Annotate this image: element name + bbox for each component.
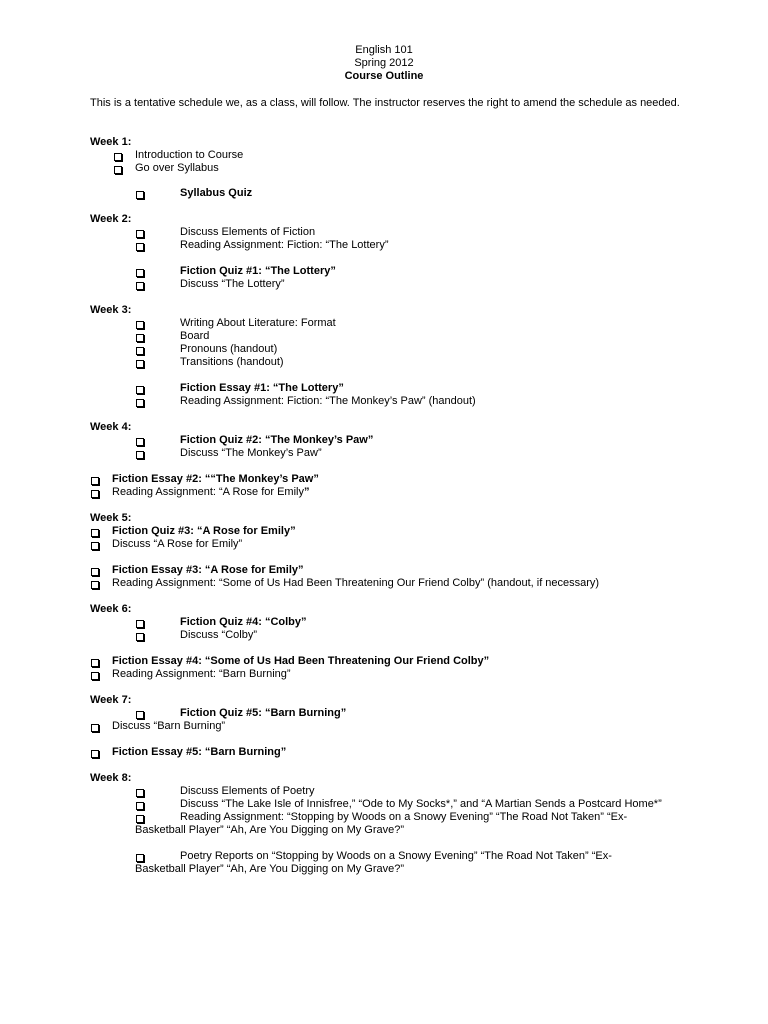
list-item: Discuss “The Lake Isle of Innisfree,” “Ode to My Socks*,” and “A Martian Sends a Postcard Home*” — [180, 798, 662, 810]
week-5-heading: Week 5: — [90, 512, 132, 524]
checkbox-icon — [136, 230, 144, 238]
checkbox-icon — [136, 321, 144, 329]
checkbox-icon — [91, 568, 99, 576]
list-item: Fiction Essay #1: “The Lottery” — [180, 382, 344, 394]
checkbox-icon — [136, 633, 144, 641]
checkbox-icon — [136, 711, 144, 719]
list-item: Reading Assignment: Fiction: “The Lottery” — [180, 239, 389, 251]
list-item: Syllabus Quiz — [180, 187, 253, 199]
closing-quote: ” — [303, 486, 310, 498]
list-item: Fiction Quiz #3: “A Rose for Emily” — [112, 525, 296, 537]
page-title: Course Outline — [344, 70, 424, 82]
week-4-heading: Week 4: — [90, 421, 132, 433]
list-item: Poetry Reports on “Stopping by Woods on a Snowy Evening” “The Road Not Taken” “Ex- — [180, 850, 612, 862]
list-item: Pronouns (handout) — [180, 343, 278, 355]
list-item: Introduction to Course — [135, 149, 244, 161]
checkbox-icon — [91, 750, 99, 758]
checkbox-icon — [91, 542, 99, 550]
checkbox-icon — [136, 620, 144, 628]
list-item: Fiction Essay #5: “Barn Burning” — [112, 746, 287, 758]
checkbox-icon — [91, 659, 99, 667]
week-8-heading: Week 8: — [90, 772, 132, 784]
checkbox-icon — [136, 451, 144, 459]
list-item: Writing About Literature: Format — [180, 317, 336, 329]
checkbox-icon — [91, 490, 99, 498]
checkbox-icon — [136, 386, 144, 394]
checkbox-icon — [136, 282, 144, 290]
list-item: Go over Syllabus — [135, 162, 219, 174]
list-item-continuation: Basketball Player” “Ah, Are You Digging on My Grave?” — [135, 863, 405, 875]
checkbox-icon — [91, 672, 99, 680]
intro-paragraph: This is a tentative schedule we, as a class, will follow. The instructor reserves the right to amend the schedule as needed. — [90, 97, 680, 109]
list-item: Reading Assignment: “Some of Us Had Been Threatening Our Friend Colby” (handout, if necessary) — [112, 577, 600, 589]
week-3-heading: Week 3: — [90, 304, 132, 316]
list-item: Board — [180, 330, 210, 342]
list-item: Reading Assignment: “Barn Burning” — [112, 668, 291, 680]
list-item: Transitions (handout) — [180, 356, 284, 368]
checkbox-icon — [114, 153, 122, 161]
checkbox-icon — [136, 399, 144, 407]
list-item-text: Reading Assignment: “A Rose for Emily — [112, 486, 304, 498]
list-item: Fiction Essay #4: “Some of Us Had Been Threatening Our Friend Colby” — [112, 655, 490, 667]
checkbox-icon — [136, 243, 144, 251]
checkbox-icon — [136, 191, 144, 199]
list-item: Reading Assignment: Fiction: “The Monkey’s Paw” (handout) — [180, 395, 476, 407]
checkbox-icon — [136, 438, 144, 446]
list-item: Discuss “A Rose for Emily” — [112, 538, 243, 550]
checkbox-icon — [91, 581, 99, 589]
checkbox-icon — [136, 360, 144, 368]
checkbox-icon — [136, 789, 144, 797]
week-2-heading: Week 2: — [90, 213, 132, 225]
week-7-heading: Week 7: — [90, 694, 132, 706]
list-item: Fiction Quiz #2: “The Monkey’s Paw” — [180, 434, 374, 446]
list-item: Discuss “Barn Burning” — [112, 720, 226, 732]
list-item: Fiction Quiz #5: “Barn Burning” — [180, 707, 347, 719]
list-item: Discuss “The Lottery” — [180, 278, 285, 290]
list-item: Discuss Elements of Poetry — [180, 785, 315, 797]
checkbox-icon — [114, 166, 122, 174]
list-item: Discuss “Colby” — [180, 629, 258, 641]
list-item-continuation: Basketball Player” “Ah, Are You Digging on My Grave?” — [135, 824, 405, 836]
week-1-heading: Week 1: — [90, 136, 132, 148]
list-item: Fiction Essay #3: “A Rose for Emily” — [112, 564, 304, 576]
checkbox-icon — [136, 815, 144, 823]
list-item: Reading Assignment: “Stopping by Woods on a Snowy Evening” “The Road Not Taken” “Ex- — [180, 811, 628, 823]
checkbox-icon — [136, 854, 144, 862]
document-header — [0, 44, 768, 83]
checkbox-icon — [136, 802, 144, 810]
checkbox-icon — [91, 724, 99, 732]
list-item: Fiction Quiz #4: “Colby” — [180, 616, 307, 628]
checkbox-icon — [136, 334, 144, 342]
term: Spring 2012 — [354, 57, 414, 69]
course-name: English 101 — [355, 44, 413, 56]
checkbox-icon — [136, 347, 144, 355]
checkbox-icon — [136, 269, 144, 277]
checkbox-icon — [91, 529, 99, 537]
checkbox-icon — [91, 477, 99, 485]
list-item: Fiction Quiz #1: “The Lottery” — [180, 265, 336, 277]
list-item: Discuss Elements of Fiction — [180, 226, 316, 238]
week-6-heading: Week 6: — [90, 603, 132, 615]
list-item — [112, 486, 309, 499]
list-item: Discuss “The Monkey’s Paw” — [180, 447, 322, 459]
list-item: Fiction Essay #2: ““The Monkey’s Paw” — [112, 473, 319, 485]
